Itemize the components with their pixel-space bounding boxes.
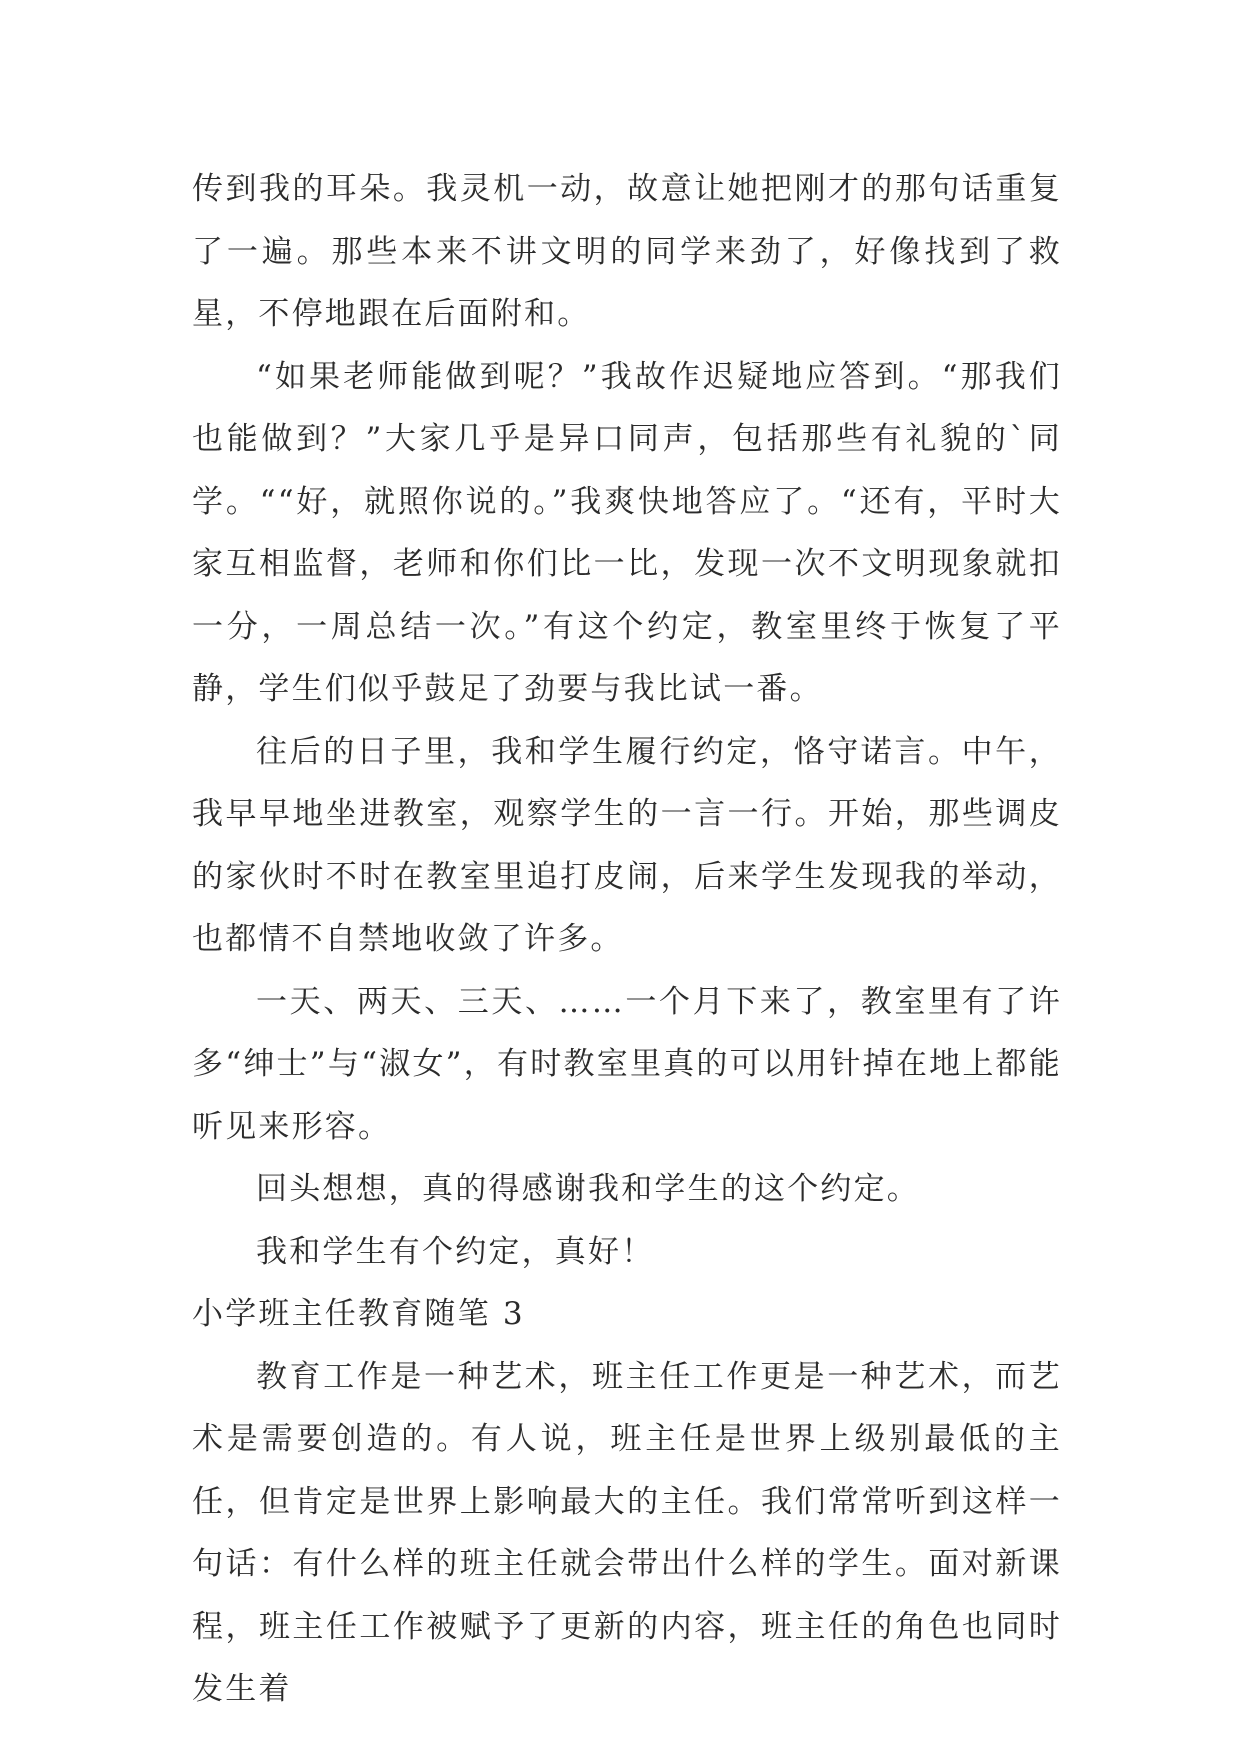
paragraph-conclusion: 我和学生有个约定，真好！ bbox=[256, 1233, 655, 1270]
paragraph-reflection: 回头想想，真的得感谢我和学生的这个约定。 bbox=[256, 1171, 920, 1207]
section-title: 小学班主任教育随笔 3 bbox=[192, 1296, 525, 1332]
document-body bbox=[192, 158, 1062, 1721]
paragraph-section-intro: 教育工作是一种艺术，班主任工作更是一种艺术，而艺术是需要创造的。有人说，班主任是世界上级别最低的主任，但肯定是世界上影响最大的主任。我们常常听到这样一句话：有什么样的班主任就会带出什么样的学生。面对新课程，班主任工作被赋予了更新的内容，班主任的角色也同时发生着 bbox=[192, 1358, 1062, 1707]
paragraph-keeping-promise: 往后的日子里，我和学生履行约定，恪守诺言。中午，我早早地坐进教室，观察学生的一言一行。开始，那些调皮的家伙时不时在教室里追打皮闹，后来学生发现我的举动，也都情不自禁地收敛了许多。 bbox=[192, 733, 1062, 957]
paragraph-dialogue: “如果老师能做到呢？”我故作迟疑地应答到。“那我们也能做到？”大家几乎是异口同声，包括那些有礼貌的`同学。““好，就照你说的。”我爽快地答应了。“还有，平时大家互相监督，老师和你们比一比，发现一次不文明现象就扣一分，一周总结一次。”有这个约定，教室里终于恢复了平静，学生们似乎鼓足了劲要与我比试一番。 bbox=[192, 358, 1062, 707]
paragraph-continuation: 传到我的耳朵。我灵机一动，故意让她把刚才的那句话重复了一遍。那些本来不讲文明的同学来劲了，好像找到了救星，不停地跟在后面附和。 bbox=[192, 171, 1062, 332]
paragraph-one-month: 一天、两天、三天、……一个月下来了，教室里有了许多“绅士”与“淑女”，有时教室里真的可以用针掉在地上都能听见来形容。 bbox=[192, 983, 1062, 1145]
